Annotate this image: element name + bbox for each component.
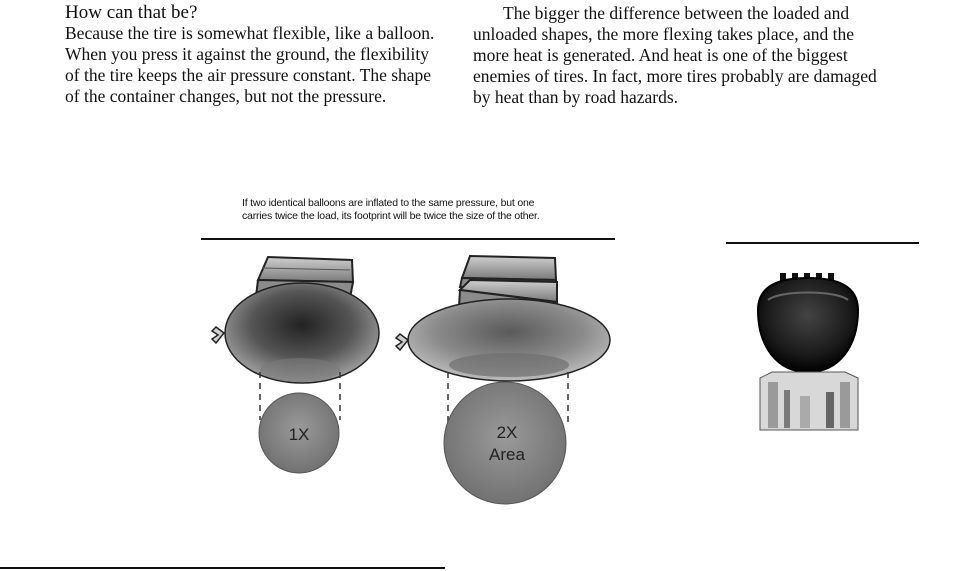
paragraph-line: When you press it against the ground, the flexibility — [65, 44, 430, 64]
tire-cross-section-icon — [758, 273, 858, 430]
paragraph-line: The bigger the difference between the loaded and — [503, 3, 850, 23]
paragraph-line: more heat is generated. And heat is one of the biggest — [473, 45, 848, 65]
paragraph-line: of the container changes, but not the pressure. — [65, 86, 387, 106]
paragraph-line: by heat than by road hazards. — [473, 87, 679, 107]
balloon-knot-icon — [212, 327, 224, 343]
paragraph-line: enemies of tires. In fact, more tires probably are damaged — [473, 66, 877, 86]
section-heading: How can that be? — [65, 2, 198, 23]
paragraph-line: of the tire keeps the air pressure constant. The shape — [65, 65, 432, 85]
footprint-2x-label-line2: Area — [489, 445, 525, 464]
footprint-1x-label: 1X — [288, 425, 310, 444]
balloon-one-book — [212, 257, 379, 473]
caption-line: If two identical balloons are inflated to the same pressure, but one — [242, 197, 535, 209]
balloon-knot-icon — [396, 334, 408, 350]
footprint-2x-label-line1: 2X — [496, 423, 518, 442]
paragraph-line: unloaded shapes, the more flexing takes place, and the — [473, 24, 854, 44]
balloon-two-books — [396, 256, 610, 504]
footprint-2x — [444, 382, 566, 504]
paragraph-line: Because the tire is somewhat flexible, like a balloon. — [65, 23, 435, 43]
caption-line: carries twice the load, its footprint will be twice the size of the other. — [242, 210, 540, 222]
